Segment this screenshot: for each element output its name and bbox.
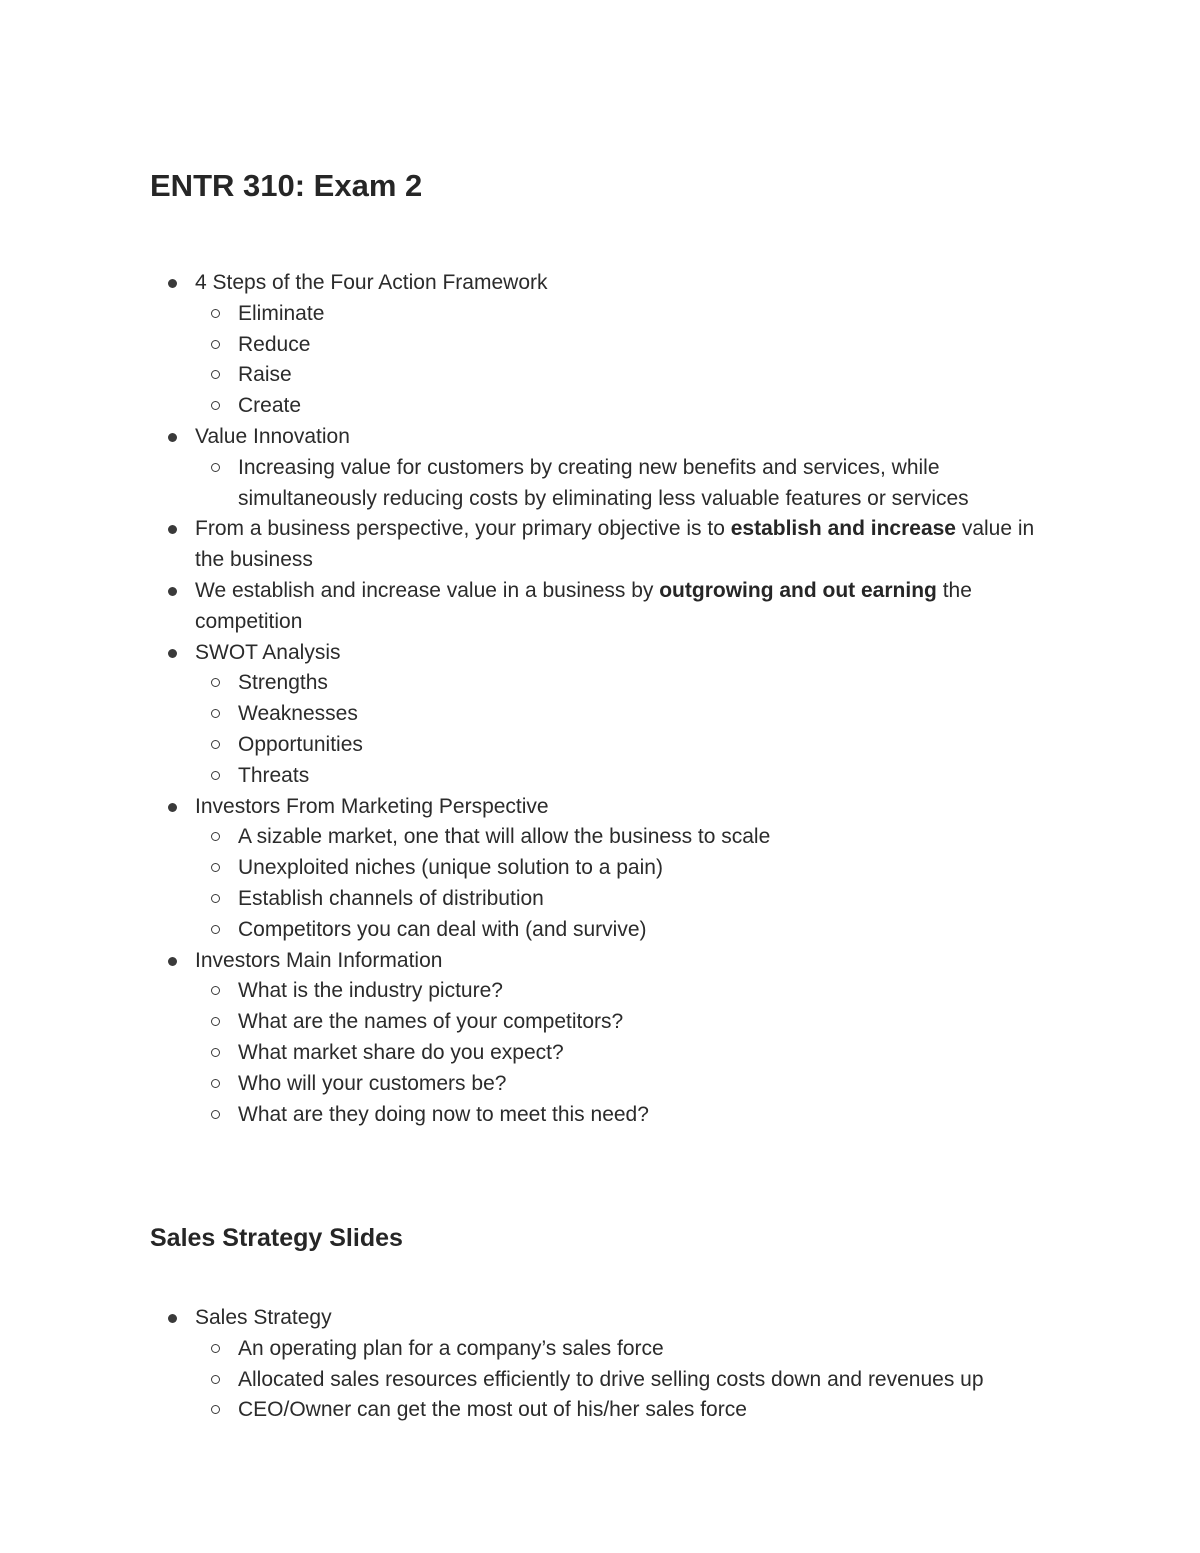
sub-list: [195, 1334, 1060, 1426]
sub-list-item-text: What is the industry picture?: [238, 979, 503, 1003]
sub-list-item-text: A sizable market, one that will allow the business to scale: [238, 825, 771, 849]
hollow-bullet-icon: [211, 1405, 220, 1414]
sub-list-item: [195, 730, 1060, 761]
sub-list-item-text: An operating plan for a company’s sales force: [238, 1336, 664, 1360]
sub-list-item: [195, 699, 1060, 730]
sub-list-item: [195, 1069, 1060, 1100]
filled-bullet-icon: [168, 649, 177, 658]
hollow-bullet-icon: [211, 463, 220, 472]
list-item-value-innovation: [150, 422, 1060, 514]
sub-list-item-text: What market share do you expect?: [238, 1040, 564, 1064]
sub-list-item: [195, 915, 1060, 946]
hollow-bullet-icon: [211, 1110, 220, 1119]
filled-bullet-icon: [168, 279, 177, 288]
sub-list-item-text: CEO/Owner can get the most out of his/her sales force: [238, 1398, 747, 1422]
list-item-text: SWOT Analysis: [195, 640, 341, 664]
list-item-text: Value Innovation: [195, 424, 350, 448]
list-item-swot-analysis: [150, 638, 1060, 792]
sub-list-item: [195, 453, 1060, 515]
filled-bullet-icon: [168, 1314, 177, 1323]
sub-list-item-text: Allocated sales resources efficiently to drive selling costs down and revenues up: [238, 1367, 984, 1391]
sub-list-item-text: Who will your customers be?: [238, 1071, 507, 1095]
hollow-bullet-icon: [211, 1344, 220, 1353]
bullet-list: [150, 1303, 1060, 1426]
sub-list-item: [195, 360, 1060, 391]
filled-bullet-icon: [168, 803, 177, 812]
sub-list-item-text: Create: [238, 394, 302, 418]
list-item-text-post: value in the business: [195, 517, 1035, 572]
list-item-text: Investors From Marketing Perspective: [195, 794, 549, 818]
sub-list-item-text: Raise: [238, 363, 292, 387]
hollow-bullet-icon: [211, 771, 220, 780]
hollow-bullet-icon: [211, 309, 220, 318]
sub-list-item-text: Weaknesses: [238, 702, 358, 726]
list-item-investors-main-info: [150, 946, 1060, 1131]
sub-list-item-text: What are they doing now to meet this need?: [238, 1102, 649, 1126]
hollow-bullet-icon: [211, 340, 220, 349]
list-item-establish-value: [150, 576, 1060, 638]
sub-list: [195, 668, 1060, 791]
hollow-bullet-icon: [211, 709, 220, 718]
sub-list-item-text: Eliminate: [238, 301, 325, 325]
sub-list-item: [195, 761, 1060, 792]
list-item-text-bold: outgrowing and out earning: [659, 578, 937, 602]
hollow-bullet-icon: [211, 740, 220, 749]
hollow-bullet-icon: [211, 925, 220, 934]
list-item-text-bold: establish and increase: [730, 517, 956, 541]
sub-list-item: [195, 299, 1060, 330]
sub-list: [195, 822, 1060, 945]
sub-list-item: [195, 1100, 1060, 1131]
sub-list: [195, 976, 1060, 1130]
hollow-bullet-icon: [211, 370, 220, 379]
sub-list-item-text: Opportunities: [238, 732, 363, 756]
sub-list-item-text: Unexploited niches (unique solution to a pain): [238, 856, 663, 880]
list-item-text: Sales Strategy: [195, 1306, 332, 1329]
hollow-bullet-icon: [211, 1017, 220, 1026]
list-item-text: Investors Main Information: [195, 948, 443, 972]
sub-list-item: [195, 822, 1060, 853]
section-heading: Sales Strategy Slides: [150, 1224, 403, 1252]
hollow-bullet-icon: [211, 678, 220, 687]
sub-list-item: [195, 391, 1060, 422]
sub-list-item-text: Strengths: [238, 671, 328, 695]
hollow-bullet-icon: [211, 832, 220, 841]
sub-list-item: [195, 1365, 1060, 1396]
hollow-bullet-icon: [211, 401, 220, 410]
sub-list-item: [195, 1334, 1060, 1365]
hollow-bullet-icon: [211, 986, 220, 995]
sub-list-item: [195, 884, 1060, 915]
sub-list-item-text: What are the names of your competitors?: [238, 1010, 624, 1034]
sub-list-item-text: Threats: [238, 763, 310, 787]
filled-bullet-icon: [168, 957, 177, 966]
list-item-text-pre: We establish and increase value in a business by: [195, 578, 660, 602]
filled-bullet-icon: [168, 433, 177, 442]
sub-list-item: [195, 853, 1060, 884]
list-item-four-action-framework: [150, 268, 1060, 422]
page-title: ENTR 310: Exam 2: [150, 168, 423, 203]
sub-list: [195, 299, 1060, 422]
list-item-investors-marketing: [150, 792, 1060, 946]
hollow-bullet-icon: [211, 1048, 220, 1057]
hollow-bullet-icon: [211, 1079, 220, 1088]
hollow-bullet-icon: [211, 1375, 220, 1384]
sub-list-item-text: Increasing value for customers by creating new benefits and services, while simultaneously reducing costs by eliminating less valuable features or services: [238, 455, 969, 510]
list-item-text: 4 Steps of the Four Action Framework: [195, 271, 548, 294]
list-item-sales-strategy: [150, 1303, 1060, 1426]
filled-bullet-icon: [168, 587, 177, 596]
sub-list-item: [195, 976, 1060, 1007]
sub-list-item: [195, 668, 1060, 699]
list-item-text-pre: From a business perspective, your primary objective is to: [195, 517, 731, 541]
sub-list-item: [195, 1038, 1060, 1069]
sub-list-item-text: Establish channels of distribution: [238, 886, 544, 910]
section-sales-strategy: [150, 1218, 1060, 1426]
list-item-primary-objective: [150, 514, 1060, 576]
sub-list-item-text: Reduce: [238, 332, 311, 356]
section-exam-2: [150, 166, 1060, 1130]
list-item-text-post: the competition: [195, 578, 972, 633]
hollow-bullet-icon: [211, 894, 220, 903]
bullet-list: [150, 268, 1060, 1130]
sub-list-item: [195, 1395, 1060, 1426]
sub-list: [195, 453, 1060, 515]
sub-list-item: [195, 330, 1060, 361]
hollow-bullet-icon: [211, 863, 220, 872]
filled-bullet-icon: [168, 525, 177, 534]
sub-list-item-text: Competitors you can deal with (and survive): [238, 917, 647, 941]
sub-list-item: [195, 1007, 1060, 1038]
